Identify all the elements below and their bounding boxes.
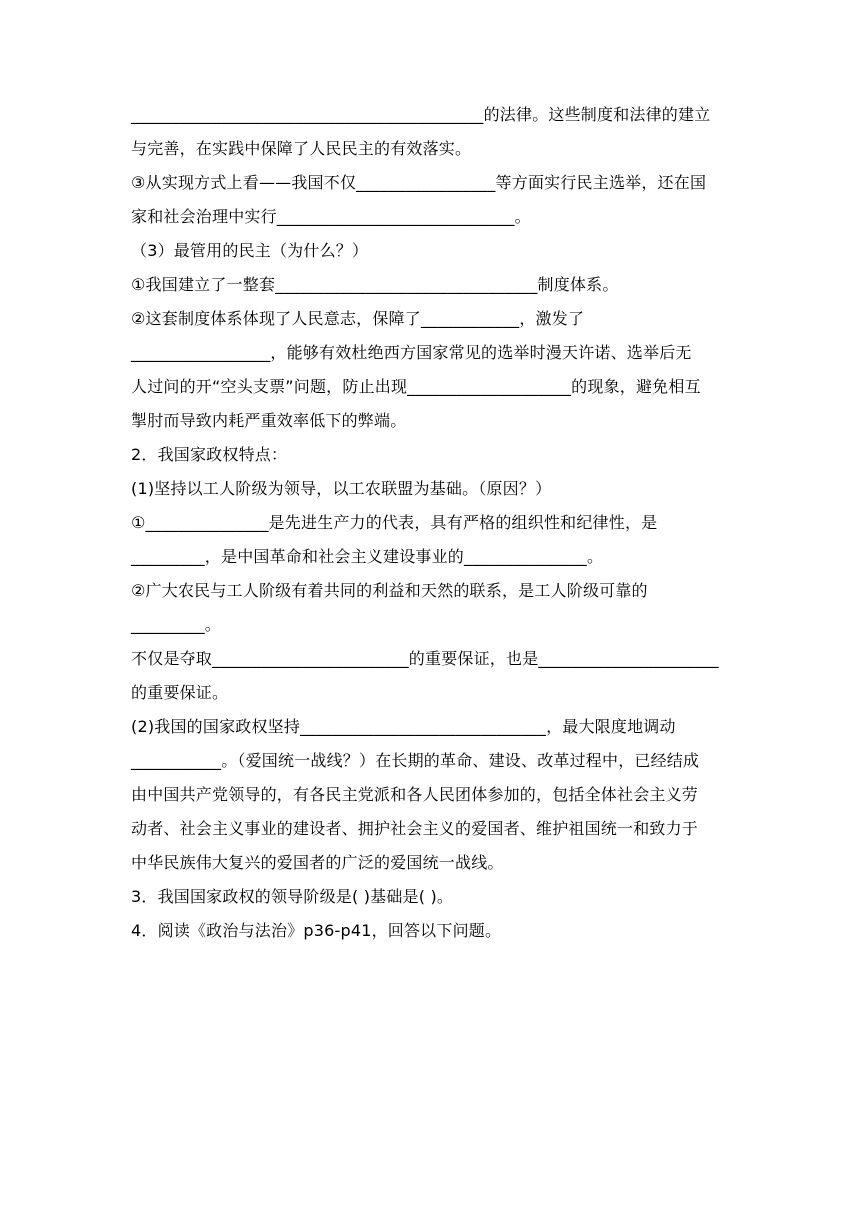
text-line-12: (1)坚持以工人阶级为领导，以工农联盟为基础。（原因？） <box>131 479 552 498</box>
text-line-20: ___________。（爱国统一战线？）在长期的革命、建设、改革过程中，已经结成 <box>131 751 700 770</box>
text-line-4: 家和社会治理中实行_____________________________。 <box>131 207 531 226</box>
text-line-22: 动者、社会主义事业的建设者、拥护社会主义的爱国者、维护祖国统一和致力于 <box>131 819 699 838</box>
section-heading-2: 2．我国家政权特点： <box>131 445 288 464</box>
text-line-6: ①我国建立了一整套________________________________制度体系。 <box>131 275 619 294</box>
question-4: 4．阅读《政治与法治》p36-p41，回答以下问题。 <box>131 921 502 940</box>
text-line-15: ②广大农民与工人阶级有着共同的利益和天然的联系，是工人阶级可靠的 <box>131 581 648 600</box>
text-line-1: ___________________________________________的法律。这些制度和法律的建立 <box>131 105 711 124</box>
question-3: 3．我国国家政权的领导阶级是( )基础是( )。 <box>131 887 454 906</box>
text-line-7: ②这套制度体系体现了人民意志，保障了____________，激发了 <box>131 309 585 328</box>
section-heading-3: （3）最管用的民主（为什么？） <box>131 241 369 260</box>
text-line-2: 与完善，在实践中保障了人民民主的有效落实。 <box>131 139 472 158</box>
text-line-8: _________________，能够有效杜绝西方国家常见的选举时漫天许诺、选举后无 <box>131 343 692 362</box>
text-line-10: 掣肘而导致内耗严重效率低下的弊端。 <box>131 411 407 430</box>
text-line-21: 由中国共产党领导的，有各民主党派和各人民团体参加的，包括全体社会主义劳 <box>131 785 699 804</box>
text-line-23: 中华民族伟大复兴的爱国者的广泛的爱国统一战线。 <box>131 853 504 872</box>
text-line-18: 的重要保证。 <box>131 683 229 702</box>
text-line-17: 不仅是夺取________________________的重要保证，也是______________________ <box>131 649 719 668</box>
text-line-13: ①_______________是先进生产力的代表，具有严格的组织性和纪律性，是 <box>131 513 658 532</box>
text-line-14: _________，是中国革命和社会主义建设事业的_______________。 <box>131 547 604 566</box>
text-line-16: _________。 <box>131 615 221 634</box>
text-line-3: ③从实现方式上看——我国不仅_________________等方面实行民主选举，还在国 <box>131 173 707 192</box>
text-line-9: 人过问的开“空头支票”问题，防止出现____________________的现象，避免相互 <box>131 377 701 396</box>
text-line-19: (2)我国的国家政权坚持______________________________，最大限度地调动 <box>131 717 676 736</box>
